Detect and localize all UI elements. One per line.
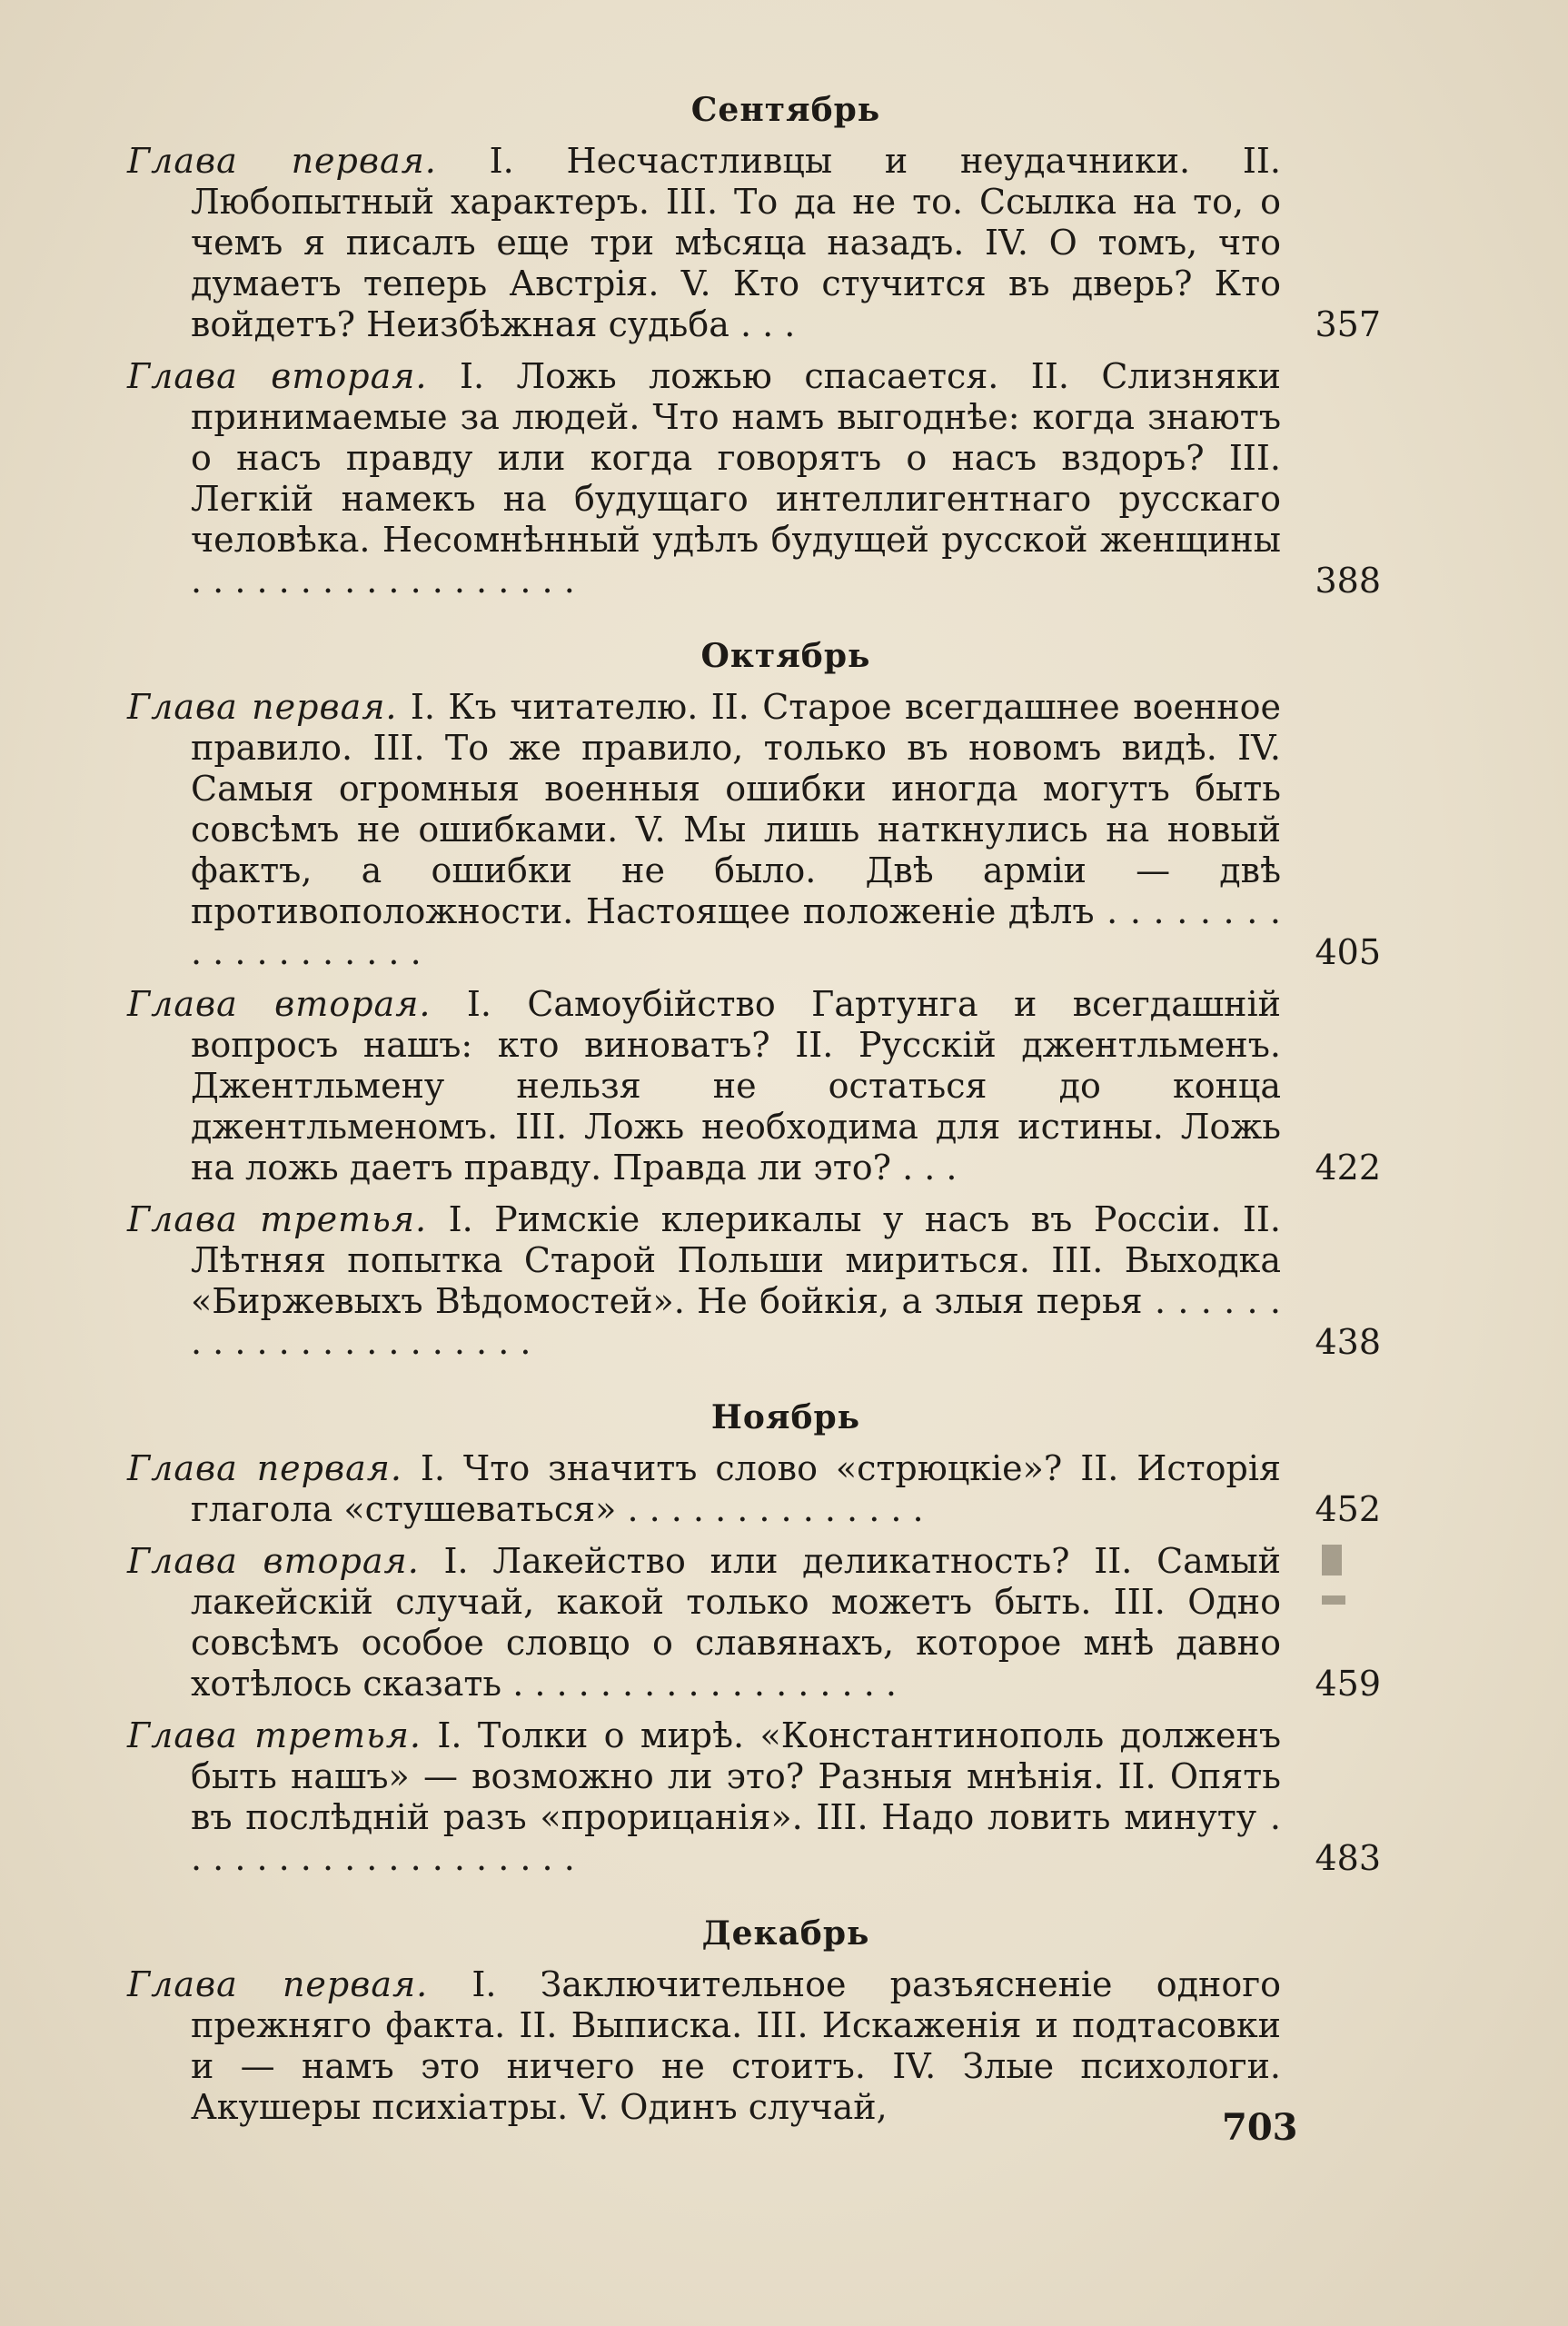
toc-entry xyxy=(127,984,1381,1188)
section-title: Ноябрь xyxy=(710,1398,861,1436)
entry-text: I. Что значитъ слово «стрюцкіе»? II. Исторія глагола «стушеваться» xyxy=(191,1448,1281,1529)
chapter-label: Глава вторая. xyxy=(127,984,432,1024)
page-ref: 422 xyxy=(1315,1148,1381,1188)
entry-text: I. Толки о мирѣ. «Константинополь долженъ быть нашъ» — возможно ли это? Разныя мнѣнія. II. Опять въ послѣдній разъ «прорицанія». III. Надо ловить минуту xyxy=(191,1715,1281,1837)
toc-entry xyxy=(127,1199,1381,1363)
page-ref: 452 xyxy=(1315,1489,1381,1529)
section-title: Октябрь xyxy=(700,637,871,675)
section-october xyxy=(127,632,1381,1363)
toc-entry xyxy=(127,141,1381,345)
dot-leader: . . . . . . . . . . . . . . . . . . xyxy=(512,1664,897,1704)
entry-text: I. Лакейство или деликатность? II. Самый лакейскій случай, какой только можетъ быть. III. Одно совсѣмъ особое словцо о славянахъ, которое мнѣ давно хотѣлось сказать xyxy=(191,1541,1281,1704)
toc-entry xyxy=(127,1448,1381,1530)
entry-text: I. Ложь ложью спасается. II. Слизняки принимаемые за людей. Что намъ выгоднѣе: когда знаютъ о насъ правду или когда говорятъ о насъ вздоръ? III. Легкій намекъ на будущаго интеллигентнаго русскаго человѣка. Несомнѣнный удѣлъ будущей русской женщины xyxy=(191,356,1281,560)
chapter-label: Глава третья. xyxy=(127,1715,422,1755)
section-title: Сентябрь xyxy=(690,91,881,129)
chapter-label: Глава первая. xyxy=(127,141,437,181)
chapter-label: Глава вторая. xyxy=(127,1541,420,1581)
dot-leader: . . . . . . . . . . . . . . . . . . . . . . xyxy=(191,1281,1281,1362)
page-ref: 357 xyxy=(1315,304,1381,344)
page-ref: 388 xyxy=(1315,561,1381,601)
section-november xyxy=(127,1394,1381,1879)
section-december xyxy=(127,1910,1381,2128)
entry-text: I. Римскіе клерикалы у насъ въ Россіи. II. Лѣтняя попытка Старой Польши мириться. III. Выходка «Биржевыхъ Вѣдомостей». Не бойкія, а злыя перья xyxy=(191,1199,1281,1321)
page-ref: 405 xyxy=(1315,932,1381,972)
dot-leader: . . . . . . . . . . . . . . xyxy=(627,1489,924,1529)
toc-entry xyxy=(127,1541,1381,1705)
dot-leader: . . . xyxy=(902,1148,958,1188)
chapter-label: Глава первая. xyxy=(127,1448,402,1488)
toc-entry xyxy=(127,1715,1381,1879)
toc-entry xyxy=(127,356,1381,601)
dot-leader: . . . . . . . . . . . . . . . . . . xyxy=(191,561,575,601)
chapter-label: Глава первая. xyxy=(127,687,398,727)
dot-leader: . . . . . . . . . . . . . . . . . . . xyxy=(191,1797,1281,1878)
entry-text: I. Къ читателю. II. Старое всегдашнее военное правило. III. То же правило, только въ новомъ видѣ. IV. Самыя огромныя военныя ошибки иногда могутъ быть совсѣмъ не ошибками. V. Мы лишь наткнулись на новый фактъ, а ошибки не было. Двѣ арміи — двѣ противоположности. Настоящее положеніе дѣлъ xyxy=(191,687,1281,931)
toc-entry xyxy=(127,687,1381,973)
dot-leader: . . . . . . . . . . . . . . . . . . . xyxy=(191,891,1281,972)
page-ref: 438 xyxy=(1315,1322,1381,1362)
entry-text: I. Заключительное разъясненіе одного прежняго факта. II. Выписка. III. Искаженія и подтасовки и — намъ это ничего не стоитъ. IV. Злые психологи. Акушеры психіатры. V. Одинъ случай, xyxy=(191,1964,1281,2127)
entry-text: I. Несчастливцы и неудачники. II. Любопытный характеръ. III. То да не то. Ссылка на то, о чемъ я писалъ еще три мѣсяца назадъ. IV. О томъ, что думаетъ теперь Австрія. V. Кто стучится въ дверь? Кто войдетъ? Неизбѣжная судьба xyxy=(191,141,1281,344)
page-number: 703 xyxy=(1222,2106,1298,2149)
section-title: Декабрь xyxy=(701,1914,870,1953)
dot-leader: . . . xyxy=(739,304,796,344)
page-ref: 459 xyxy=(1315,1664,1381,1704)
toc-entry xyxy=(127,1964,1381,2128)
table-of-contents xyxy=(127,86,1381,2139)
entry-text: I. Самоубійство Гартунга и всегдашній вопросъ нашъ: кто виноватъ? II. Русскій джентльменъ. Джентльмену нельзя не остаться до конца джентльменомъ. III. Ложь необходима для истины. Ложь на ложь даетъ правду. Правда ли это? xyxy=(191,984,1281,1188)
chapter-label: Глава первая. xyxy=(127,1964,429,2004)
section-september xyxy=(127,86,1381,601)
chapter-label: Глава вторая. xyxy=(127,356,428,396)
chapter-label: Глава третья. xyxy=(127,1199,428,1239)
page-ref: 483 xyxy=(1315,1838,1381,1878)
